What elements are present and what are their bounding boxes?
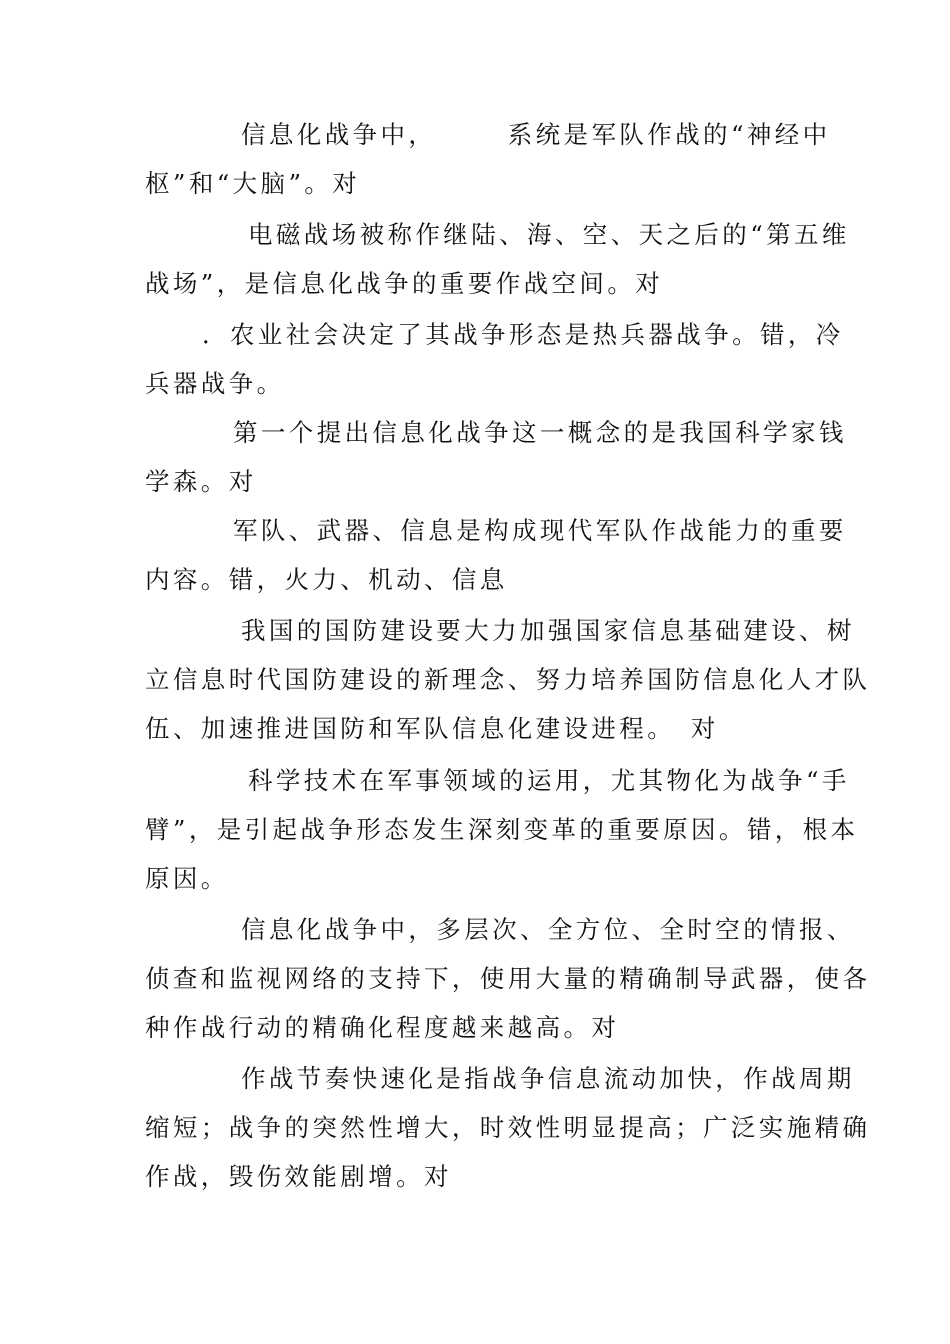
paragraph-2: [145, 210, 850, 308]
paragraph-5: [145, 506, 847, 604]
paragraph-line: 军队、武器、信息是构成现代军队作战能力的重要: [233, 516, 847, 545]
paragraph-line: 枢”和“大脑”。对: [145, 169, 361, 198]
paragraph-8: [145, 905, 871, 1052]
paragraph-line: 科学技术在军事领域的运用，尤其物化为战争“手: [248, 766, 850, 795]
paragraph-line: 原因。: [145, 864, 229, 893]
paragraph-line: 作战，毁伤效能剧增。对: [145, 1162, 452, 1191]
paragraph-line: 缩短；战争的突然性增大，时效性明显提高；广泛实施精确: [145, 1113, 871, 1142]
paragraph-line: 电磁战场被称作继陆、海、空、天之后的“第五维: [248, 220, 850, 249]
paragraph-line: 作战节奏快速化是指战争信息流动加快，作战周期: [241, 1064, 855, 1093]
paragraph-line: 第一个提出信息化战争这一概念的是我国科学家钱: [233, 418, 847, 447]
paragraph-line: 信息化战争中，多层次、全方位、全时空的情报、: [241, 915, 855, 944]
paragraph-line: ．农业社会决定了其战争形态是热兵器战争。错，冷: [202, 320, 844, 349]
paragraph-line: 伍、加速推进国防和军队信息化建设进程。 对: [145, 714, 719, 743]
paragraph-line: 信息化战争中， 系统是军队作战的“神经中: [241, 120, 831, 149]
paragraph-9: [145, 1054, 871, 1201]
paragraph-1: [145, 110, 831, 208]
paragraph-line: 立信息时代国防建设的新理念、努力培养国防信息化人才队: [145, 665, 871, 694]
paragraph-3: [145, 310, 844, 408]
paragraph-line: 种作战行动的精确化程度越来越高。对: [145, 1013, 620, 1042]
paragraph-6: [145, 606, 871, 753]
paragraph-line: 战场”，是信息化战争的重要作战空间。对: [145, 269, 664, 298]
paragraph-7: [145, 756, 859, 903]
paragraph-line: 兵器战争。: [145, 369, 285, 398]
paragraph-line: 我国的国防建设要大力加强国家信息基础建设、树: [241, 616, 855, 645]
paragraph-line: 学森。对: [145, 467, 257, 496]
paragraph-line: 内容。错，火力、机动、信息: [145, 565, 508, 594]
paragraph-line: 侦查和监视网络的支持下，使用大量的精确制导武器，使各: [145, 964, 871, 993]
paragraph-line: 臂”，是引起战争形态发生深刻变革的重要原因。错，根本: [145, 815, 859, 844]
paragraph-4: [145, 408, 847, 506]
